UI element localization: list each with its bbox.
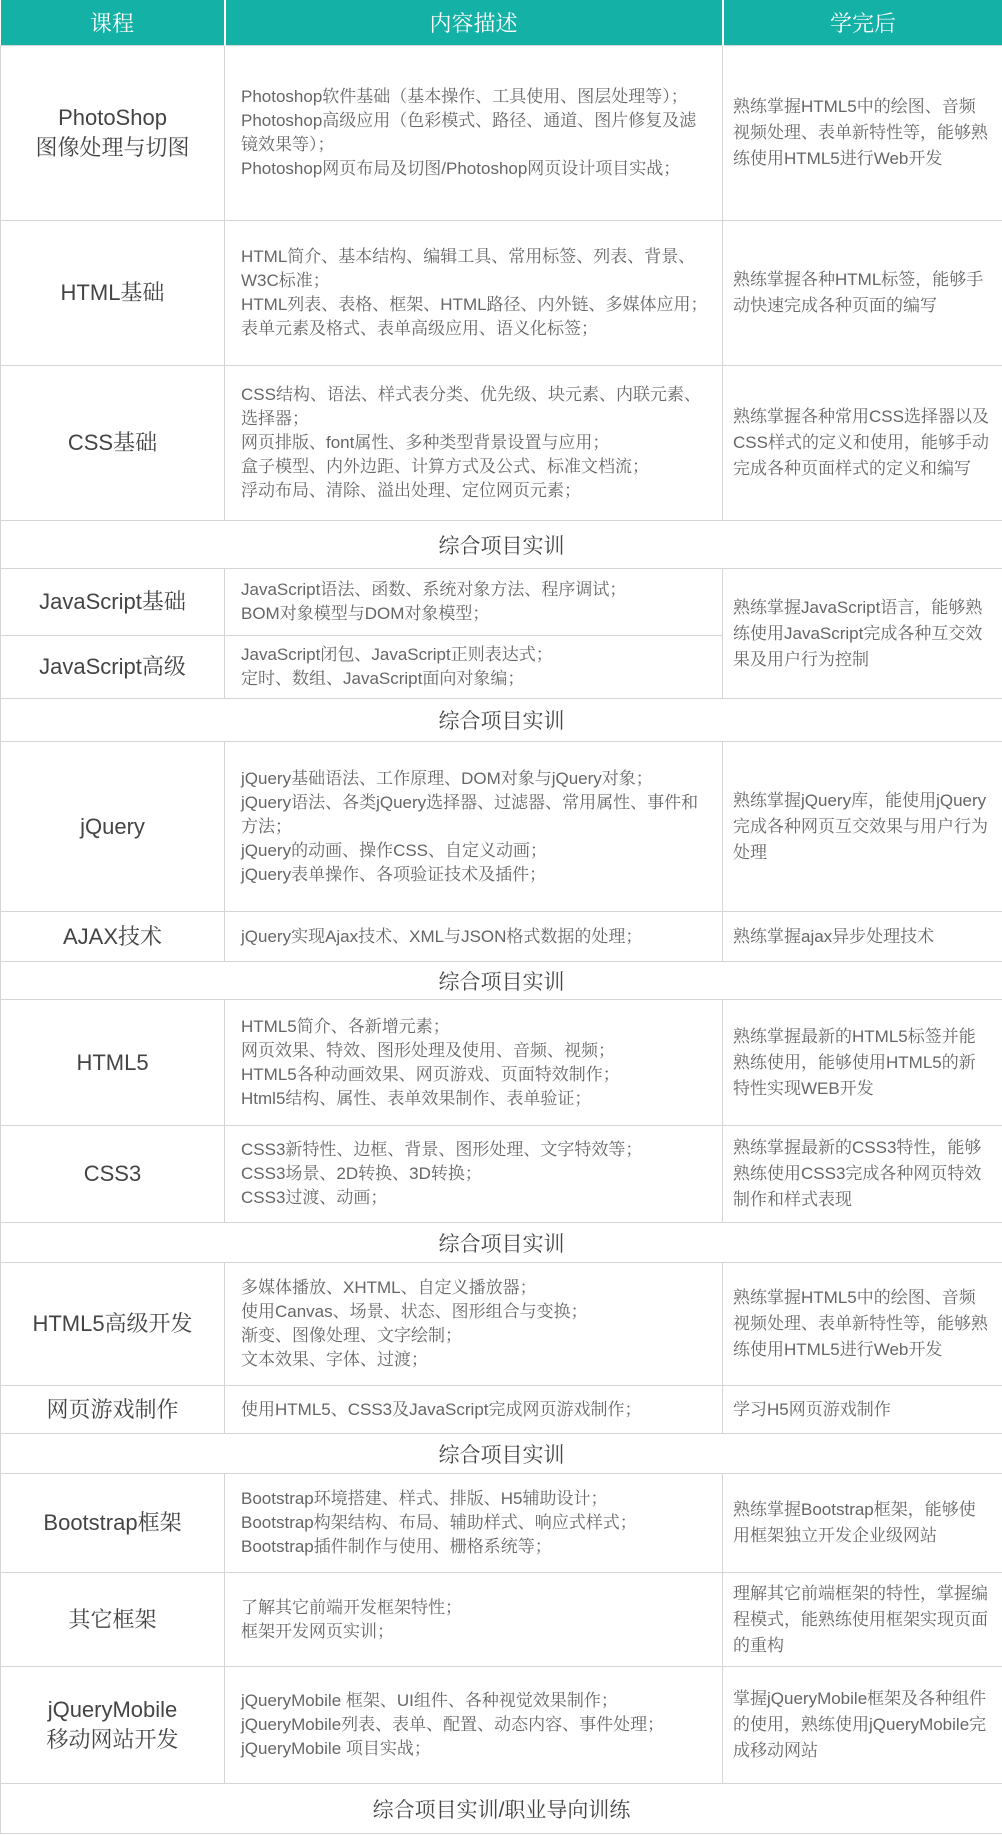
content-line: 文本效果、字体、过渡； [241,1350,428,1369]
content-line: 定时、数组、JavaScript面向对象编； [241,669,525,688]
project-row [1,521,1002,569]
after-outcome: 熟练掌握最新的CSS3特性，能够熟练使用CSS3完成各种网页特效制作和样式表现 [723,1126,1002,1223]
after-outcome: 掌握jQueryMobile框架及各种组件的使用，熟练使用jQueryMobile完成移动网站 [723,1667,1002,1784]
project-label: 综合项目实训/职业导向训练 [1,1784,1002,1834]
after-outcome: 熟练掌握HTML5中的绘图、音频视频处理、表单新特性等，能够熟练使用HTML5进行Web开发 [723,46,1002,221]
project-row [1,1434,1002,1474]
after-outcome: 学习H5网页游戏制作 [723,1386,1002,1434]
content-description [225,1386,723,1434]
header-course: 课程 [1,0,225,46]
content-line: jQuery语法、各类jQuery选择器、过滤器、常用属性、事件和方法； [241,792,699,836]
course-name-line: HTML基础 [60,280,165,305]
course-row [1,1263,1002,1386]
content-description [225,221,723,366]
content-description [225,1000,723,1126]
course-name [1,1263,225,1386]
content-line: 渐变、图像处理、文字绘制； [241,1326,462,1345]
content-line: jQueryMobile列表、表单、配置、动态内容、事件处理； [241,1715,665,1734]
content-line: 使用HTML5、CSS3及JavaScript完成网页游戏制作； [241,1399,642,1419]
content-line: HTML5各种动画效果、网页游戏、页面特效制作； [241,1064,620,1084]
course-name-line: jQuery [80,813,145,839]
content-description [225,46,723,221]
header-after: 学完后 [723,0,1002,46]
course-name [1,366,225,521]
content-line: 了解其它前端开发框架特性； [241,1597,462,1617]
course-name-line: 网页游戏制作 [46,1396,179,1422]
content-line: CSS结构、语法、样式表分类、优先级、块元素、内联元素、选择器； [241,385,701,428]
after-outcome: 熟练掌握各种常用CSS选择器以及CSS样式的定义和使用，能够手动完成各种页面样式的定义和编写 [723,366,1002,521]
table-body [1,46,1002,1834]
content-line: Bootstrap构架结构、布局、辅助样式、响应式样式； [241,1513,637,1532]
content-line: jQuery表单操作、各项验证技术及插件； [241,864,547,884]
course-name-line: CSS基础 [67,430,158,455]
course-row [1,1573,1002,1667]
content-line: HTML5简介、各新增元素； [241,1016,450,1036]
content-description [225,569,723,636]
course-name [1,46,225,221]
course-row [1,1000,1002,1126]
after-outcome: 熟练掌握最新的HTML5标签并能熟练使用，能够使用HTML5的新特性实现WEB开发 [723,1000,1002,1126]
project-row [1,1223,1002,1263]
course-name-line: HTML5高级开发 [32,1311,193,1336]
course-name [1,636,225,699]
content-line: 表单元素及格式、表单高级应用、语义化标签； [241,319,598,338]
after-outcome: 熟练掌握jQuery库，能使用jQuery完成各种网页互交效果与用户行为处理 [723,742,1002,912]
after-outcome: 熟练掌握Bootstrap框架，能够使用框架独立开发企业级网站 [723,1474,1002,1573]
course-name-line: CSS3 [83,1161,142,1186]
content-line: jQueryMobile 框架、UI组件、各种视觉效果制作； [241,1691,618,1710]
project-row [1,962,1002,1000]
course-name-line: 移动网站开发 [46,1727,179,1752]
project-label: 综合项目实训 [1,699,1002,742]
content-description [225,1573,723,1667]
course-name-line: 图像处理与切图 [35,135,190,160]
content-line: Photoshop网页布局及切图/Photoshop网页设计项目实战； [241,159,681,178]
content-line: jQuery的动画、操作CSS、自定义动画； [241,840,548,860]
content-line: 框架开发网页实训； [241,1621,394,1641]
after-outcome: 熟练掌握各种HTML标签，能够手动快速完成各种页面的编写 [723,221,1002,366]
course-name-line: jQueryMobile [47,1697,178,1722]
content-line: jQuery实现Ajax技术、XML与JSON格式数据的处理； [241,926,643,946]
course-name-line: Bootstrap框架 [43,1510,182,1535]
content-description [225,366,723,521]
course-name [1,569,225,636]
content-line: CSS3过渡、动画； [241,1188,388,1207]
project-row [1,699,1002,742]
content-description [225,1667,723,1784]
course-row [1,1667,1002,1784]
content-line: Bootstrap环境搭建、样式、排版、H5辅助设计； [241,1489,608,1508]
after-outcome: 熟练掌握ajax异步处理技术 [723,912,1002,962]
after-outcome: 熟练掌握JavaScript语言，能够熟练使用JavaScript完成各种互交效果及用户行为控制 [723,569,1002,699]
content-line: 多媒体播放、XHTML、自定义播放器； [241,1278,537,1297]
content-line: 使用Canvas、场景、状态、图形组合与变换； [241,1302,588,1321]
course-name [1,1386,225,1434]
course-row [1,1474,1002,1573]
content-line: Bootstrap插件制作与使用、栅格系统等； [241,1537,552,1556]
content-line: 网页效果、特效、图形处理及使用、音频、视频； [241,1040,615,1060]
content-line: BOM对象模型与DOM对象模型； [241,604,490,623]
project-label: 综合项目实训 [1,1434,1002,1474]
content-description [225,636,723,699]
course-row [1,1126,1002,1223]
course-name-line: HTML5 [76,1049,149,1075]
after-outcome: 理解其它前端框架的特性，掌握编程模式，能熟练使用框架实现页面的重构 [723,1573,1002,1667]
content-line: 网页排版、font属性、多种类型背景设置与应用； [241,433,610,452]
course-name-line: 其它框架 [68,1606,157,1632]
content-line: JavaScript闭包、JavaScript正则表达式； [241,645,553,664]
content-line: 盒子模型、内外边距、计算方式及公式、标准文档流； [241,457,649,476]
project-label: 综合项目实训 [1,962,1002,1000]
course-row [1,366,1002,521]
after-outcome: 熟练掌握HTML5中的绘图、音频视频处理、表单新特性等，能够熟练使用HTML5进行Web开发 [723,1263,1002,1386]
content-line: Photoshop软件基础（基本操作、工具使用、图层处理等）； [241,87,688,106]
content-line: Photoshop高级应用（色彩模式、路径、通道、图片修复及滤镜效果等）； [241,111,697,154]
content-line: HTML简介、基本结构、编辑工具、常用标签、列表、背景、W3C标准； [241,247,696,290]
course-name [1,912,225,962]
content-line: jQuery基础语法、工作原理、DOM对象与jQuery对象； [241,768,653,788]
content-line: 浮动布局、清除、溢出处理、定位网页元素； [241,481,581,500]
table-header [1,0,1002,46]
course-row [1,742,1002,912]
content-line: CSS3新特性、边框、背景、图形处理、文字特效等； [241,1140,643,1159]
course-row [1,46,1002,221]
course-name [1,1474,225,1573]
course-row [1,569,1002,636]
content-line: Html5结构、属性、表单效果制作、表单验证； [241,1088,592,1108]
project-label: 综合项目实训 [1,521,1002,569]
course-name-line: JavaScript高级 [39,654,186,679]
project-label: 综合项目实训 [1,1223,1002,1263]
content-line: HTML列表、表格、框架、HTML路径、内外链、多媒体应用； [241,295,708,314]
course-name [1,1667,225,1784]
content-description [225,742,723,912]
content-description [225,1263,723,1386]
content-line: JavaScript语法、函数、系统对象方法、程序调试； [241,580,627,599]
course-row [1,221,1002,366]
course-name [1,221,225,366]
course-name-line: PhotoShop [58,105,167,130]
course-row [1,1386,1002,1434]
content-line: CSS3场景、2D转换、3D转换； [241,1164,482,1183]
course-name [1,1573,225,1667]
content-description [225,1126,723,1223]
course-row [1,912,1002,962]
content-description [225,1474,723,1573]
project-row [1,1784,1002,1834]
header-content: 内容描述 [225,0,723,46]
content-description [225,912,723,962]
course-name-line: JavaScript基础 [39,589,186,614]
course-name-line: AJAX技术 [62,923,163,949]
course-name [1,1000,225,1126]
header-row [1,0,1002,46]
course-name [1,1126,225,1223]
course-name [1,742,225,912]
content-line: jQueryMobile 项目实战； [241,1739,431,1758]
